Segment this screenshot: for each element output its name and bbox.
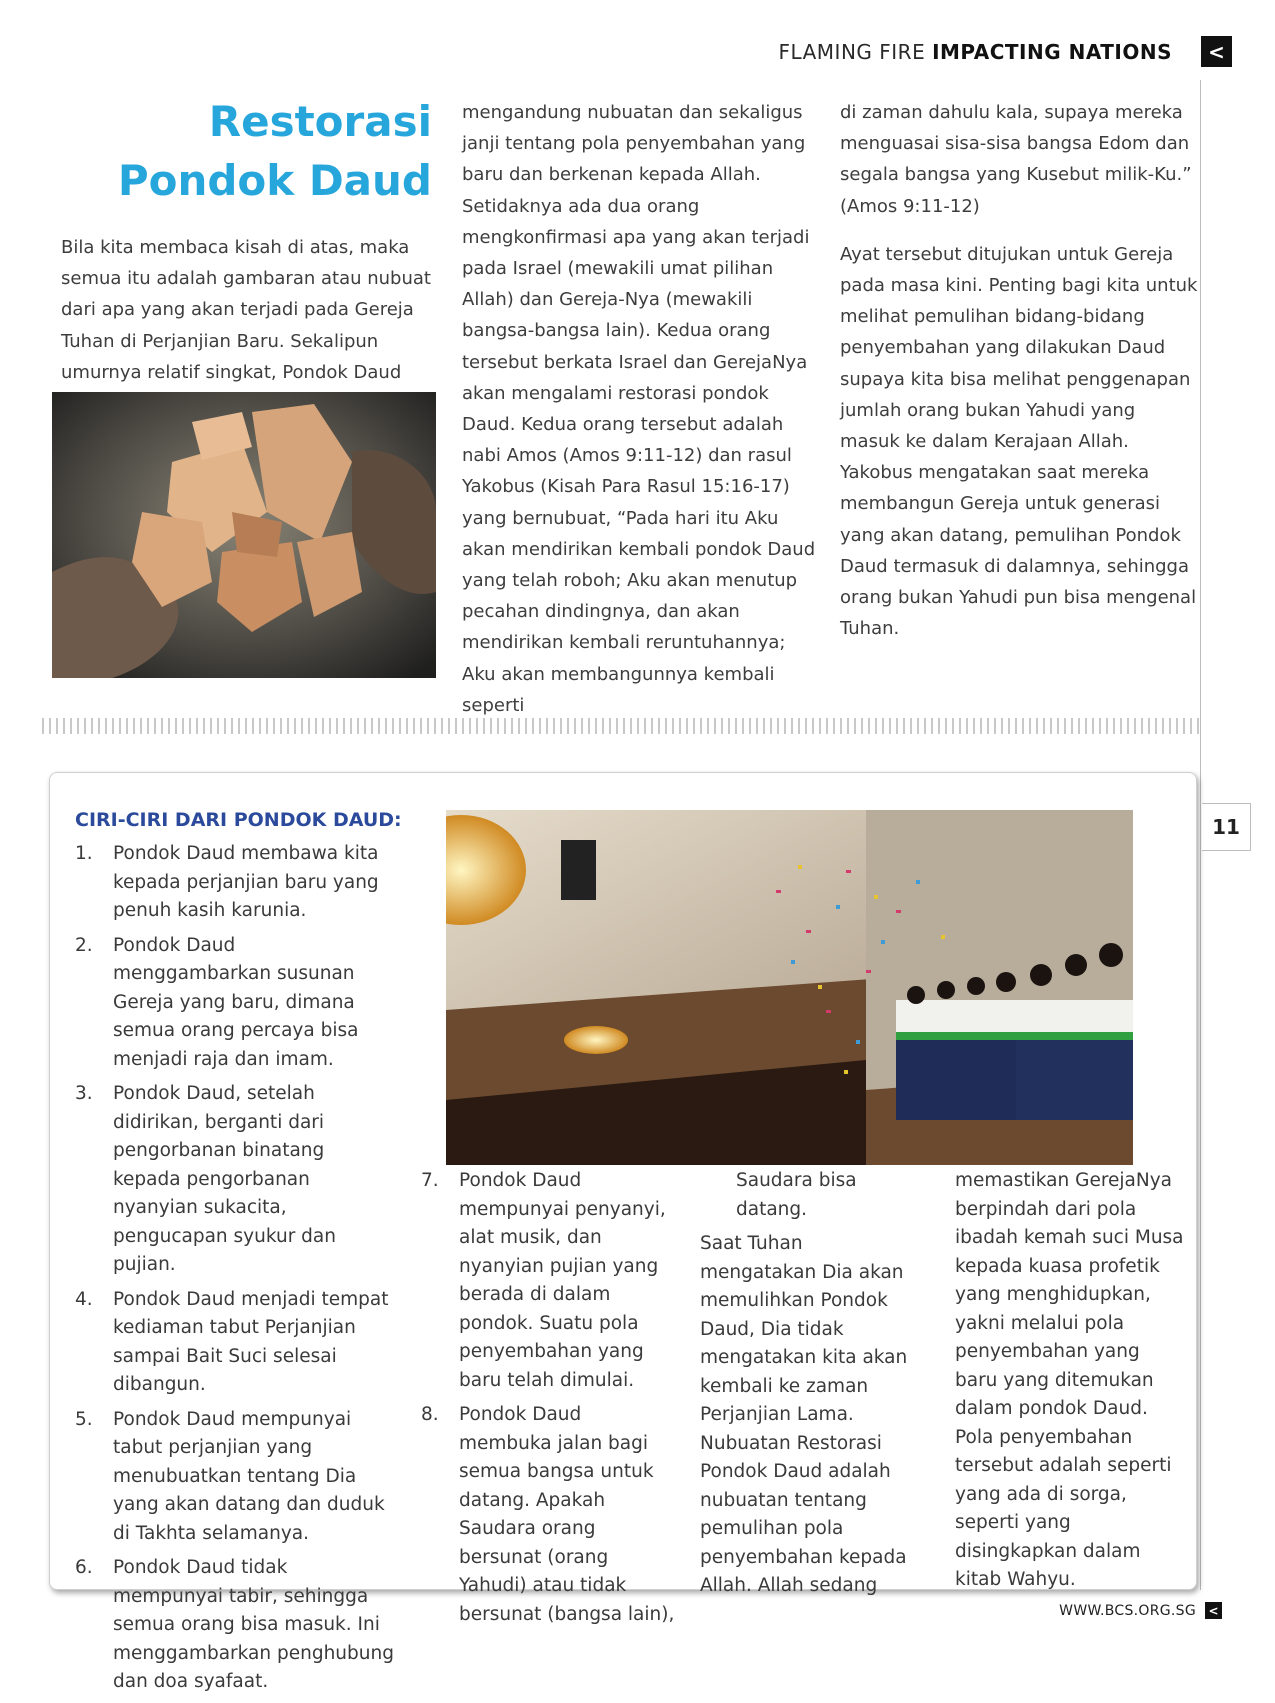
list-item-text: Pondok Daud, setelah didirikan, berganti dari pengorbanan binatang kepada pengorbanan nyanyian sukacita, pengucapan syukur dan pujian.	[113, 1083, 336, 1275]
list-item	[421, 1401, 676, 1629]
footer-url[interactable]: WWW.BCS.ORG.SG	[1059, 1603, 1196, 1619]
list-item	[75, 1554, 395, 1697]
header-brand-bold: IMPACTING NATIONS	[932, 40, 1172, 64]
list-item	[75, 1406, 395, 1549]
list-item-number: 2.	[75, 934, 93, 956]
article-column-2: mengandung nubuatan dan sekaligus janji tentang pola penyembahan yang baru dan berkenan kepada Allah. Setidaknya ada dua orang mengkonfirmasi apa yang akan terjadi pada Israel (mewakili umat pilihan Allah) dan Gereja-Nya (mewakili bangsa-bangsa lain). Kedua orang tersebut berkata Israel dan GerejaNya akan mengalami restorasi pondok Daud. Kedua orang tersebut adalah nabi Amos (Amos 9:11-12) dan rasul Yakobus (Kisah Para Rasul 15:16-17) yang bernubuat, “Pada hari itu Aku akan mendirikan kembali pondok Daud yang telah roboh; Aku akan menutup pecahan dindingnya, dan akan mendirikan kembali reruntuhannya; Aku akan membangunnya kembali seperti	[462, 102, 816, 716]
back-arrow-icon[interactable]: <	[1201, 36, 1232, 67]
list-item-text: Pondok Daud membawa kita kepada perjanjian baru yang penuh kasih karunia.	[113, 843, 379, 921]
list-item-number: 6.	[75, 1557, 93, 1578]
list-item-number: 1.	[75, 843, 93, 864]
section-divider	[42, 718, 1200, 734]
page-number: 11	[1202, 803, 1251, 851]
magazine-header	[779, 40, 1172, 64]
article-column-3	[840, 97, 1200, 644]
article-title-line1: Restorasi	[208, 97, 432, 146]
article-column-3-paragraph-1: di zaman dahulu kala, supaya mereka menguasai sisa-sisa bangsa Edom dan segala bangsa yang Kusebut milik-Ku.” (Amos 9:11-12)	[840, 102, 1192, 217]
list-item-number: 3.	[75, 1083, 93, 1104]
article-column-3-paragraph-2: Ayat tersebut ditujukan untuk Gereja pada masa kini. Penting bagi kita untuk melihat pemulihan bidang-bidang penyembahan yang dilakukan Daud supaya kita bisa melihat penggenapan jumlah orang bukan Yahudi yang masuk ke dalam Kerajaan Allah. Yakobus mengatakan saat mereka membangun Gereja untuk generasi yang akan datang, pemulihan Pondok Daud termasuk di dalamnya, sehingga orang bukan Yahudi pun bisa mengenal Tuhan.	[840, 243, 1198, 640]
list-item	[75, 1286, 395, 1400]
list-item-text: Pondok Daud mempunyai penyanyi, alat musik, dan nyanyian pujian yang berada di dalam pondok. Suatu pola penyembahan yang baru telah dimulai.	[459, 1170, 666, 1391]
list-item	[75, 840, 395, 926]
choir-performance-photo	[446, 810, 1133, 1165]
article-title-line2: Pondok Daud	[117, 156, 432, 205]
article-column-1: Bila kita membaca kisah di atas, maka semua itu adalah gambaran atau nubuat dari apa yang akan terjadi pada Gereja Tuhan di Perjanjian Baru. Sekalipun umurnya relatif singkat, Pondok Daud	[61, 237, 431, 383]
features-list-left	[75, 840, 395, 1703]
features-box-title: CIRI-CIRI DARI PONDOK DAUD:	[75, 809, 402, 831]
list-item	[421, 1167, 676, 1395]
article-title	[100, 92, 432, 210]
list-item-number: 7.	[421, 1170, 439, 1191]
list-item-number: 8.	[421, 1404, 439, 1425]
list-item-number: 4.	[75, 1288, 93, 1310]
features-box-column-3-text: Saat Tuhan mengatakan Dia akan memulihkan Pondok Daud, Dia tidak mengatakan kita akan kembali ke zaman Perjanjian Lama. Nubuatan Restorasi Pondok Daud adalah nubuatan tentang pemulihan pola penyembahan kepada Allah. Allah sedang	[700, 1233, 908, 1596]
item-8-continuation: Saudara bisa datang.	[736, 1170, 857, 1220]
list-item	[75, 1080, 395, 1280]
list-item-text: Pondok Daud membuka jalan bagi semua bangsa untuk datang. Apakah Saudara orang bersunat (orang Yahudi) atau tidak bersunat (bangsa lain),	[459, 1404, 675, 1625]
list-item-text: Pondok Daud menjadi tempat kediaman tabut Perjanjian sampai Bait Suci selesai dibangun.	[113, 1288, 389, 1395]
back-arrow-icon[interactable]: <	[1205, 1602, 1222, 1619]
features-box-column-3	[700, 1167, 915, 1601]
list-item-text: Pondok Daud mempunyai tabut perjanjian yang menubuatkan tentang Dia yang akan datang dan duduk di Takhta selamanya.	[113, 1408, 385, 1544]
list-item-number: 5.	[75, 1408, 93, 1430]
list-item	[75, 932, 395, 1075]
header-brand-plain: FLAMING FIRE	[778, 40, 926, 64]
right-margin-rule	[1200, 80, 1201, 1590]
broken-pottery-photo	[52, 392, 436, 678]
features-box-column-4: memastikan GerejaNya berpindah dari pola ibadah kemah suci Musa kepada kuasa profetik yang menghidupkan, yakni melalui pola penyembahan yang baru yang ditemukan dalam pondok Daud. Pola penyembahan tersebut adalah seperti yang ada di sorga, seperti yang disingkapkan dalam kitab Wahyu.	[955, 1170, 1184, 1590]
features-list-middle	[421, 1167, 676, 1635]
list-item-text: Pondok Daud tidak mempunyai tabir, sehingga semua orang bisa masuk. Ini menggambarkan penghubung dan doa syafaat.	[113, 1557, 394, 1692]
list-item-text: Pondok Daud menggambarkan susunan Gereja yang baru, dimana semua orang percaya bisa menjadi raja dan imam.	[113, 934, 359, 1070]
